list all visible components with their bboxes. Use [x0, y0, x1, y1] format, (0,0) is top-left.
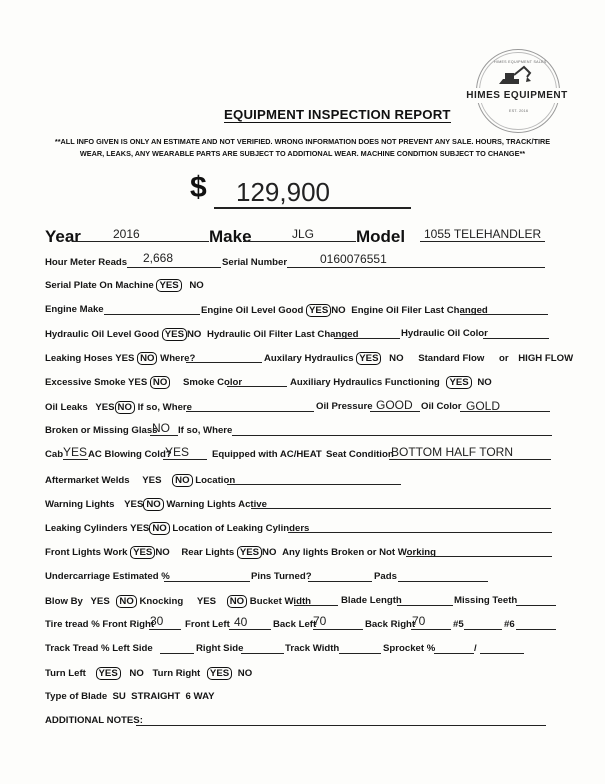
- excavator-icon: [497, 64, 537, 86]
- model-line: [420, 241, 545, 242]
- knocking-no-circled: NO: [227, 595, 247, 608]
- right-side-line: [241, 653, 284, 654]
- lights-broken-label: Any lights Broken or Not Working: [282, 547, 436, 558]
- turn-right-yes-circled: YES: [207, 667, 232, 680]
- aux-hyd-func-label: Auxiliary Hydraulics Functioning: [290, 377, 440, 388]
- tire-tread-fr-label: Tire tread % Front Right: [45, 619, 155, 630]
- serial-number-value: 0160076551: [320, 252, 387, 266]
- hyd-oil-no: NO: [186, 329, 202, 340]
- tire-br-line: [411, 629, 451, 630]
- missing-teeth-line: [516, 605, 556, 606]
- bucket-width-label: Bucket Width: [249, 596, 312, 607]
- seat-condition-line: [389, 459, 551, 460]
- tire-num5-label: #5: [453, 619, 464, 630]
- serial-plate-yes-circled: YES: [156, 279, 181, 292]
- smoke-color-label: Smoke Color: [182, 377, 243, 388]
- aftermarket-welds-location-label: Location: [195, 475, 236, 486]
- front-lights-label: Front Lights Work: [45, 547, 128, 558]
- seal-established: EST. 2016: [509, 109, 529, 113]
- warning-lights-label: Warning Lights: [45, 499, 115, 510]
- hyd-oil-filter-label: Hydraulic Oil Filter Last Changed: [207, 329, 359, 340]
- back-left-label: Back Left: [273, 619, 317, 630]
- ac-blowing-cold-value: YES: [165, 445, 190, 459]
- equipped-ac-heat-label: Equipped with AC/HEAT: [212, 449, 322, 460]
- tire-fl-value: 40: [234, 615, 248, 629]
- blow-by-no-circled: NO: [116, 595, 136, 608]
- leaking-cylinders-label: Leaking Cylinders YES: [45, 523, 150, 534]
- tire-num5-line: [464, 629, 502, 630]
- pins-turned-line: [308, 581, 372, 582]
- leaking-hoses-no-circled: NO: [137, 352, 157, 365]
- warning-lights-active-line: [251, 508, 551, 509]
- aux-hyd-func-row: [290, 376, 492, 389]
- blow-by-label: Blow By: [45, 596, 83, 607]
- high-flow-label: HIGH FLOW: [518, 353, 574, 364]
- engine-oil-no: NO: [331, 305, 346, 316]
- excessive-smoke-label: Excessive Smoke YES: [45, 377, 148, 388]
- rear-lights-no: NO: [262, 547, 277, 558]
- front-lights-yes-circled: YES: [130, 546, 155, 559]
- tire-bl-value: 70: [313, 614, 327, 628]
- additional-notes-line: [136, 725, 546, 726]
- broken-glass-label: Broken or Missing Glass: [45, 425, 158, 436]
- model-label: Model: [356, 227, 406, 246]
- dollar-sign: $: [190, 171, 207, 204]
- aftermarket-welds-label: Aftermarket Welds: [45, 475, 130, 486]
- warning-lights-yes: YES: [124, 499, 144, 510]
- leaking-cylinders-location-line: [288, 532, 552, 533]
- year-label: Year: [45, 227, 81, 246]
- smoke-color-line: [227, 386, 287, 387]
- engine-make-line: [104, 314, 200, 315]
- missing-teeth-label: Missing Teeth: [454, 595, 518, 606]
- serial-plate-row: [45, 279, 204, 292]
- front-left-label: Front Left: [185, 619, 230, 630]
- track-width-line: [339, 653, 381, 654]
- oil-leaks-where-line: [186, 411, 314, 412]
- leaking-cylinders-row: [45, 522, 309, 535]
- standard-flow-label: Standard Flow: [418, 353, 485, 364]
- additional-notes-label: ADDITIONAL NOTES:: [45, 715, 143, 726]
- hyd-oil-filter-line: [334, 338, 400, 339]
- hour-meter-line: [127, 267, 221, 268]
- model-value: 1055 TELEHANDLER: [424, 227, 542, 241]
- leaking-hoses-label: Leaking Hoses YES: [45, 353, 135, 364]
- serial-plate-label: Serial Plate On Machine: [45, 280, 154, 291]
- glass-where-label: If so, Where: [178, 425, 233, 436]
- oil-leaks-label: Oil Leaks: [45, 402, 88, 413]
- where-label: Where?: [160, 353, 196, 364]
- bucket-width-line: [294, 605, 338, 606]
- rear-lights-label: Rear Lights: [181, 547, 235, 558]
- make-label: Make: [209, 227, 252, 246]
- turn-right-no: NO: [237, 668, 253, 679]
- serial-plate-no: NO: [189, 280, 204, 291]
- excessive-smoke-no-circled: NO: [150, 376, 170, 389]
- oil-pressure-value: GOOD: [376, 398, 413, 412]
- sprocket-slash: /: [474, 643, 477, 654]
- leaking-hoses-row: [45, 352, 195, 365]
- undercarriage-label: Undercarriage Estimated %: [45, 571, 170, 582]
- broken-glass-line: [150, 435, 178, 436]
- aux-hyd-func-yes-circled: YES: [446, 376, 471, 389]
- aftermarket-welds-location-line: [227, 484, 401, 485]
- pads-label: Pads: [374, 571, 397, 582]
- hour-meter-label: Hour Meter Reads: [45, 257, 128, 268]
- track-ls-line: [160, 653, 194, 654]
- serial-number-label: Serial Number: [222, 257, 288, 268]
- blow-by-row: [45, 595, 311, 608]
- tire-br-value: 70: [412, 614, 426, 628]
- disclaimer-line-2: WEAR, LEAKS, ANY WEARABLE PARTS ARE SUBJECT TO ADDITIONAL WEAR. MACHINE CONDITION SUBJECT TO CHANGE**: [79, 149, 526, 158]
- year-value: 2016: [113, 227, 140, 241]
- turn-left-yes-circled: YES: [96, 667, 121, 680]
- engine-oil-filter-line: [460, 314, 548, 315]
- year-line: [72, 241, 209, 242]
- undercarriage-line: [164, 581, 250, 582]
- hyd-oil-yes-circled: YES: [162, 328, 187, 341]
- pads-line: [398, 581, 488, 582]
- oil-leaks-no-circled: NO: [115, 401, 135, 414]
- tire-num6-label: #6: [504, 619, 515, 630]
- broken-glass-value: NO: [152, 421, 170, 435]
- turn-row: [45, 667, 252, 680]
- warning-lights-no-circled: NO: [143, 498, 163, 511]
- aftermarket-welds-row: [45, 474, 235, 487]
- turn-left-label: Turn Left: [45, 668, 86, 679]
- sprocket-line-2: [480, 653, 524, 654]
- ac-blowing-cold-line: [163, 459, 207, 460]
- make-value: JLG: [292, 227, 315, 241]
- company-logo-name: HIMES EQUIPMENT: [463, 88, 571, 103]
- turn-right-label: Turn Right: [152, 668, 201, 679]
- hyd-oil-row: [45, 328, 358, 341]
- engine-oil-row: [201, 304, 488, 317]
- hyd-oil-level-label: Hydraulic Oil Level Good: [45, 329, 160, 340]
- engine-oil-filter-label: Engine Oil Filer Last Changed: [351, 305, 488, 316]
- aux-hyd-yes-circled: YES: [356, 352, 381, 365]
- excessive-smoke-row: [45, 376, 242, 389]
- oil-color-value: GOLD: [466, 399, 501, 413]
- tire-bl-line: [313, 629, 363, 630]
- rear-lights-yes-circled: YES: [237, 546, 262, 559]
- ac-blowing-cold-label: AC Blowing Cold?: [88, 449, 172, 460]
- aux-hyd-label: Auxilary Hydraulics: [264, 353, 354, 364]
- tire-fl-line: [229, 629, 271, 630]
- oil-leaks-where-label: If so, Where: [137, 402, 192, 413]
- oil-leaks-yes: YES: [95, 402, 115, 413]
- back-right-label: Back Right: [365, 619, 416, 630]
- cab-line: [63, 459, 88, 460]
- leaking-cylinders-no-circled: NO: [149, 522, 169, 535]
- aftermarket-welds-no-circled: NO: [172, 474, 192, 487]
- engine-make-label: Engine Make: [45, 304, 104, 315]
- tire-fr-value: 30: [150, 614, 164, 628]
- engine-oil-level-label: Engine Oil Level Good: [201, 305, 304, 316]
- aftermarket-welds-yes: YES: [142, 475, 162, 486]
- engine-oil-yes-circled: YES: [306, 304, 331, 317]
- where-line: [186, 362, 262, 363]
- serial-number-line: [287, 267, 545, 268]
- disclaimer-line-1: **ALL INFO GIVEN IS ONLY AN ESTIMATE AND NOT VERIFIED. WRONG INFORMATION DOES NOT PREVENT ANY SALE. HOURS, TRACK/TIRE: [54, 137, 551, 146]
- seat-condition-label: Seat Condition: [326, 449, 394, 460]
- knocking-label: Knocking: [139, 596, 184, 607]
- price-value: 129,900: [236, 177, 330, 207]
- aux-hyd-func-no: NO: [477, 377, 492, 388]
- seat-condition-value: BOTTOM HALF TORN: [391, 445, 514, 459]
- hyd-oil-color-line: [483, 338, 549, 339]
- oil-pressure-label: Oil Pressure: [316, 401, 373, 412]
- cab-label: Cab: [45, 449, 64, 460]
- page-title: EQUIPMENT INSPECTION REPORT: [224, 107, 451, 122]
- warning-lights-active-label: Warning Lights Active: [166, 499, 267, 510]
- seal-arc-text: HIMES EQUIPMENT SALES: [494, 60, 547, 64]
- cab-value: YES: [63, 445, 88, 459]
- front-lights-no: NO: [155, 547, 170, 558]
- hyd-oil-color-label: Hydraulic Oil Color: [401, 328, 488, 339]
- turn-left-no: NO: [129, 668, 144, 679]
- knocking-yes: YES: [196, 596, 217, 607]
- warning-lights-row: [45, 498, 267, 511]
- aux-hyd-no: NO: [389, 353, 404, 364]
- glass-where-line: [232, 435, 552, 436]
- oil-leaks-row: [45, 401, 192, 414]
- oil-color-label: Oil Color: [421, 401, 462, 412]
- lights-row: [45, 546, 436, 559]
- pins-turned-label: Pins Turned?: [251, 571, 312, 582]
- blow-by-yes: YES: [90, 596, 110, 607]
- track-tread-ls-label: Track Tread % Left Side: [45, 643, 153, 654]
- make-line: [243, 241, 356, 242]
- hour-meter-value: 2,668: [143, 251, 174, 265]
- type-of-blade-label: Type of Blade SU STRAIGHT 6 WAY: [45, 691, 215, 702]
- sprocket-line-1: [434, 653, 474, 654]
- leaking-cylinders-location-label: Location of Leaking Cylinders: [172, 523, 310, 534]
- tire-fr-line: [149, 629, 181, 630]
- sprocket-label: Sprocket %: [383, 643, 436, 654]
- or-label: or: [498, 353, 509, 364]
- aux-hyd-row: [264, 352, 573, 365]
- lights-broken-line: [406, 556, 552, 557]
- right-side-label: Right Side: [196, 643, 244, 654]
- track-width-label: Track Width: [285, 643, 340, 654]
- blade-length-line: [397, 605, 453, 606]
- tire-num6-line: [516, 629, 556, 630]
- blade-length-label: Blade Length: [341, 595, 402, 606]
